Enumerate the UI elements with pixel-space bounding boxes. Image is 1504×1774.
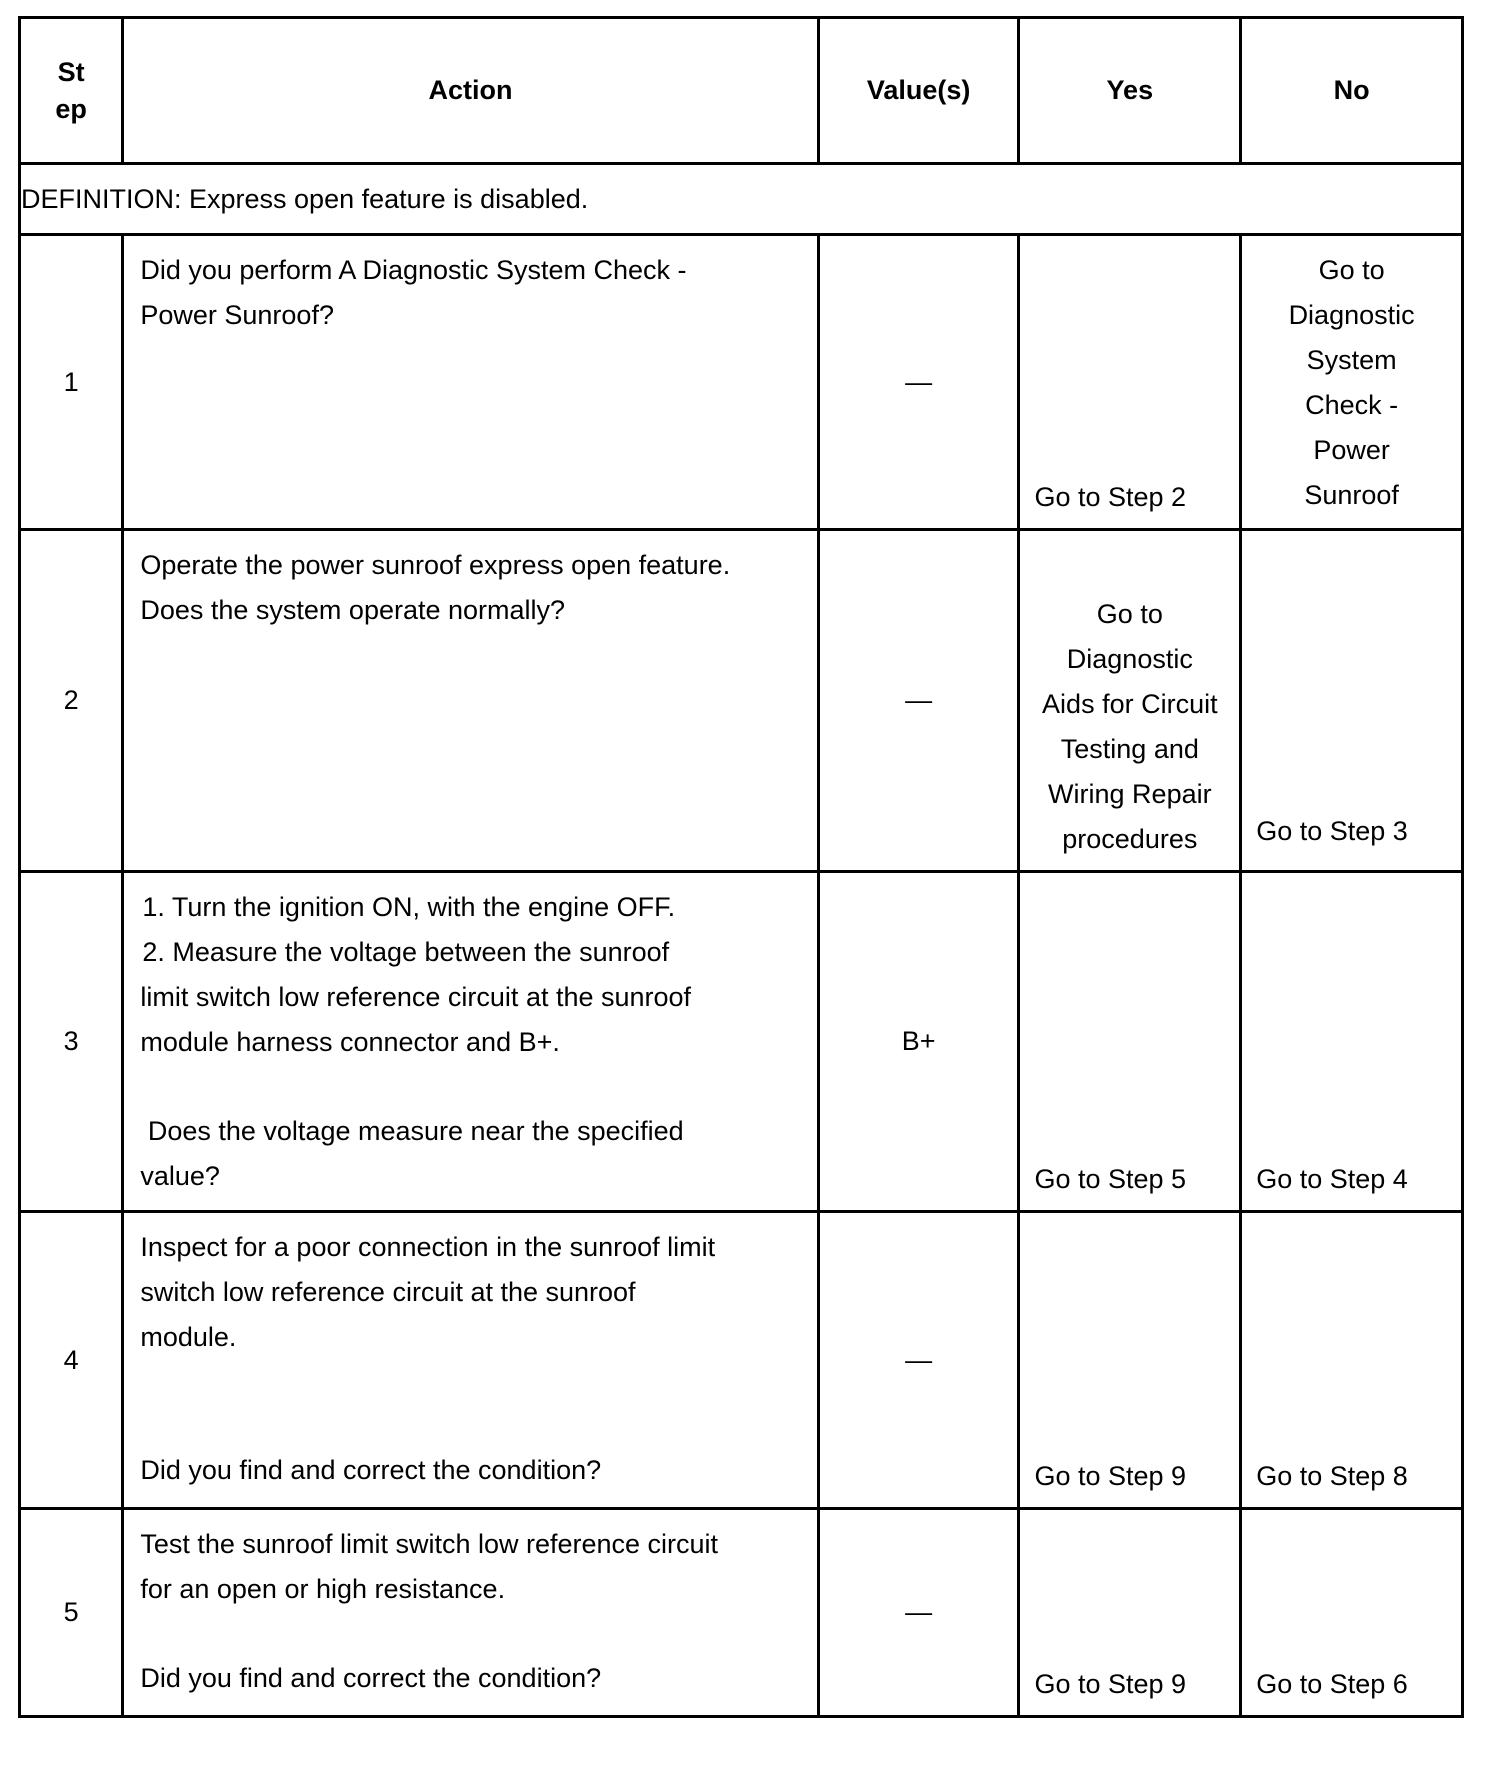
- spacer: [140, 1612, 802, 1656]
- yes-cell: Go to Step 9: [1019, 1212, 1241, 1509]
- action-line: Test the sunroof limit switch low reference circuit: [140, 1529, 719, 1559]
- header-no: No: [1241, 18, 1463, 164]
- header-action: Action: [123, 18, 818, 164]
- definition-text: DEFINITION: Express open feature is disabled.: [20, 164, 1463, 235]
- no-line: Go to: [1318, 255, 1385, 285]
- action-line: Does the voltage measure near the specified: [140, 1116, 684, 1146]
- no-cell: [1241, 235, 1463, 530]
- action-line: Inspect for a poor connection in the sunroof limit: [140, 1232, 716, 1262]
- no-cell: Go to Step 3: [1241, 530, 1463, 872]
- table-row: [20, 530, 1463, 872]
- yes-line: procedures: [1062, 824, 1198, 854]
- yes-line: Diagnostic: [1066, 644, 1193, 674]
- action-cell: [123, 530, 818, 872]
- table-row: [20, 1509, 1463, 1717]
- yes-line: Go to: [1096, 599, 1163, 629]
- step-number: 1: [20, 235, 123, 530]
- table-row: [20, 1212, 1463, 1509]
- action-line: switch low reference circuit at the sunroof: [140, 1277, 636, 1307]
- header-yes: Yes: [1019, 18, 1241, 164]
- table-row: [20, 235, 1463, 530]
- action-cell: [123, 235, 818, 530]
- no-cell: Go to Step 8: [1241, 1212, 1463, 1509]
- step-number: 5: [20, 1509, 123, 1717]
- action-line: for an open or high resistance.: [140, 1574, 506, 1604]
- action-cell: [123, 1509, 818, 1717]
- spacer: [140, 1360, 802, 1448]
- action-line: limit switch low reference circuit at the sunroof: [140, 982, 692, 1012]
- action-line: 2. Measure the voltage between the sunroof: [142, 937, 670, 967]
- value-cell: —: [818, 530, 1019, 872]
- table-row: [20, 872, 1463, 1212]
- action-line: Operate the power sunroof express open feature.: [140, 550, 731, 580]
- value-cell: B+: [818, 872, 1019, 1212]
- yes-cell: Go to Step 2: [1019, 235, 1241, 530]
- value-cell: —: [818, 1212, 1019, 1509]
- value-cell: —: [818, 235, 1019, 530]
- no-cell: Go to Step 4: [1241, 872, 1463, 1212]
- header-step: St ep: [20, 18, 123, 164]
- yes-line: Testing and: [1060, 734, 1199, 764]
- definition-row: [20, 164, 1463, 235]
- action-line: Does the system operate normally?: [140, 595, 566, 625]
- action-cell: [123, 1212, 818, 1509]
- no-cell: Go to Step 6: [1241, 1509, 1463, 1717]
- action-cell: [123, 872, 818, 1212]
- action-line: Power Sunroof?: [140, 300, 334, 330]
- step-number: 4: [20, 1212, 123, 1509]
- diagnostic-table: [18, 16, 1464, 1718]
- step-number: 2: [20, 530, 123, 872]
- action-line: 1. Turn the ignition ON, with the engine OFF.: [142, 892, 676, 922]
- header-row: [20, 18, 1463, 164]
- yes-line: Wiring Repair: [1048, 779, 1212, 809]
- no-line: Power: [1313, 435, 1390, 465]
- action-line: value?: [140, 1161, 220, 1191]
- no-line: Diagnostic: [1288, 300, 1415, 330]
- no-line: System: [1306, 345, 1397, 375]
- spacer: [140, 1065, 802, 1109]
- no-line: Sunroof: [1304, 480, 1399, 510]
- value-cell: —: [818, 1509, 1019, 1717]
- step-number: 3: [20, 872, 123, 1212]
- action-line: module harness connector and B+.: [140, 1027, 560, 1057]
- yes-cell: Go to Step 5: [1019, 872, 1241, 1212]
- yes-cell: [1019, 530, 1241, 872]
- yes-line: Aids for Circuit: [1042, 689, 1218, 719]
- action-line: Did you find and correct the condition?: [140, 1663, 602, 1693]
- yes-cell: Go to Step 9: [1019, 1509, 1241, 1717]
- action-line: Did you find and correct the condition?: [140, 1455, 602, 1485]
- no-line: Check -: [1305, 390, 1399, 420]
- action-line: Did you perform A Diagnostic System Check -: [140, 255, 687, 285]
- header-values: Value(s): [818, 18, 1019, 164]
- action-line: module.: [140, 1322, 237, 1352]
